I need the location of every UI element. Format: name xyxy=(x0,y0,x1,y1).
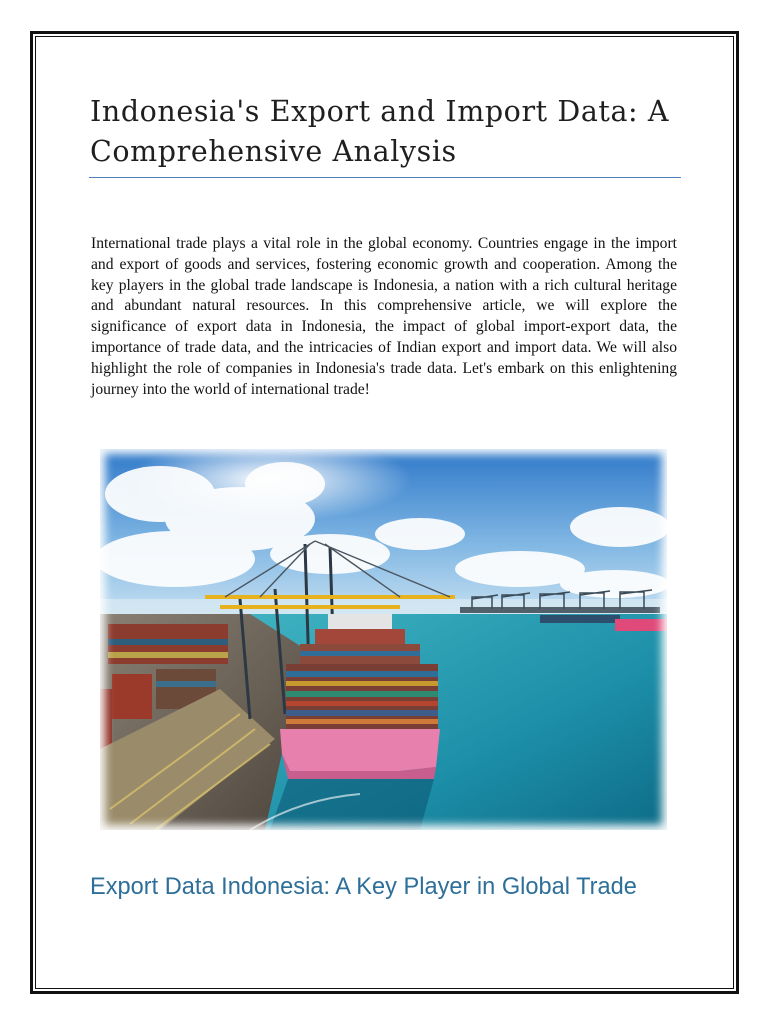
section-heading: Export Data Indonesia: A Key Player in Global Trade xyxy=(90,874,637,900)
container-port-photo xyxy=(100,449,667,830)
title-underline xyxy=(89,177,681,178)
intro-paragraph: International trade plays a vital role in the global economy. Countries engage in the import and export of goods and services, fostering economic growth and cooperation. Among the key players in the global trade landscape is Indonesia, a nation with a rich cultural heritage and abundant natural resources. In this comprehensive article, we will explore the significance of export data in Indonesia, the impact of global import-export data, the importance of trade data, and the intricacies of Indian export and import data. We will also highlight the role of companies in Indonesia's trade data. Let's embark on this enlightening journey into the world of international trade! xyxy=(91,235,677,398)
article-title: Indonesia's Export and Import Data: A Comprehensive Analysis xyxy=(90,95,670,168)
